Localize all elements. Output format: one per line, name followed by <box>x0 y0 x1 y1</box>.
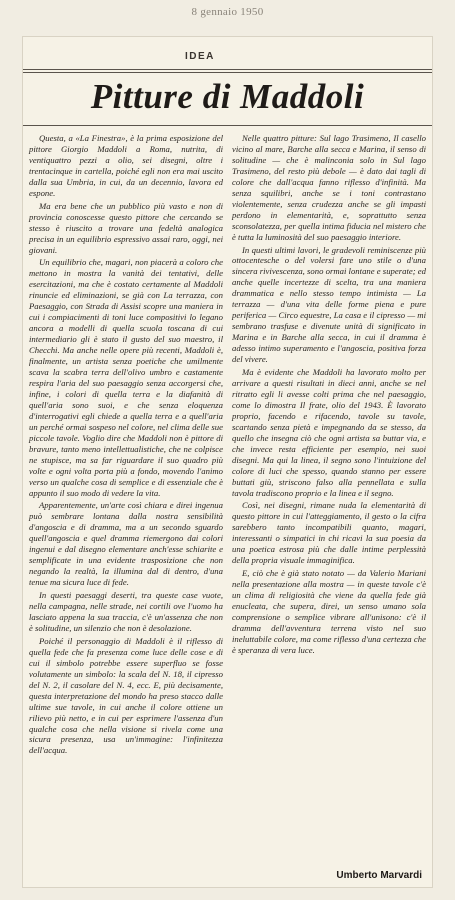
paragraph: In questi paesaggi deserti, tra queste case vuote, nella campagna, nelle strade, nei cortili ove l'uomo ha lasciato appena la sua traccia, c'è un'assenza che non è solitudine, un silenzio che non è desolazione. <box>29 590 223 633</box>
paragraph: Ma era bene che un pubblico più vasto e non di provincia conoscesse questo pittore che cercando se stesso è riuscito a trovare una fedeltà analogica precisa in un equilibrio espressivo assai raro, oggi, nei giovani. <box>29 200 223 255</box>
paragraph: Apparentemente, un'arte così chiara e direi ingenua può sembrare lontana dalla nostra sensibilità d'angoscia e di dramma, ma a un secondo sguardo quell'angoscia e quel dramma riemergono dai colori ingenui e dal disegno elementare anch'esse schiarite e semplificate in una evidente trasposizione che non negando la realtà, la illumina dal di dentro, d'una tenue ma sicura luce di fede. <box>29 500 223 588</box>
paragraph: Poiché il personaggio di Maddoli è il riflesso di quella fede che fa presenza come luce delle cose e di cui il simbolo potrebbe essere superfluo se fosse volutamente un simbolo: la scala del N. 18, il cipresso del N. 2, il casolare del N. 4, ecc. E, più decisamente, questa interpretazione del mondo ha preso stacco dalle ultime sue tavole, in cui anche il colore ottiene un rilievo più netto, e in cui per esprimere l'assenza d'un qualche cosa che nella visione si rivela come una sicura presenza, usa un'immagine: l'infinitezza dell'acqua. <box>29 635 223 756</box>
section-tag: IDEA <box>185 51 215 62</box>
article-column-left <box>29 133 223 873</box>
paragraph: E, ciò che è già stato notato — da Valerio Mariani nella presentazione alla mostra — in queste tavole c'è un clima di religiosità che viene da quella fede già enucleata, che supera, direi, un senso umano sola comprensione o semplice vibrare all'unisono: c'è il dramma dell'avventura terrena visto nel suo ineluttabile colore, ma come riflesso d'una certezza che è speranza di vera luce. <box>232 568 426 655</box>
paragraph: Così, nei disegni, rimane nuda la elementarità di questo pittore in cui l'atteggiamento, il gesto o la cifra sarebbero tanto incompatibili quanto, magari, interessanti o simpatici in chi ricavi la sua poesia da una poetica estrosa più che dalle intime perplessità della propria visuale immaginifica. <box>232 500 426 566</box>
article-title: Pitture di Maddoli <box>90 77 365 116</box>
article-body <box>29 133 426 873</box>
paragraph: Ma è evidente che Maddoli ha lavorato molto per arrivare a questi risultati in dieci anni, anche se nel ritratto egli li avesse colti prima che nel paesaggio, come lo dimostra Il frate, olio del 1943. È lavorato proprio, facendo e rifacendo, tavole su tavole, scartando senza pietà e impegnando da se stesso, da quello che insegna ciò che ogni artista sa buttar via, e che invece resta efficiente per esempio, nei suoi disegni. Ma qui la linea, il segno sono l'intuizione del colore di luci che spesso, quando stanno per essere buttati giù, striscono falso alla pennellata e sulla tavola tradiscono proprio e la linea e il segno. <box>232 367 426 498</box>
clipping-date: 8 gennaio 1950 <box>191 6 264 18</box>
top-rule <box>23 69 432 73</box>
newspaper-clipping <box>23 37 432 887</box>
paragraph: Questa, a «La Finestra», è la prima esposizione del pittore Giorgio Maddoli a Roma, nutrita, di ventiquattro pezzi a olio, sei disegni, oltre i trentacinque in cartella, poiché egli non era mai uscito dalla sua Umbria, in cui, da un decennio, lavora ed espone. <box>29 133 223 198</box>
paragraph: In questi ultimi lavori, le gradevoli reminiscenze più ottocentesche o del volersi fare uno stile o d'una sincera rivivescenza, sono ormai lontane e superate; ed anche quelle incertezze di scelta, tra una maniera drammatica e nello stesso tempo intimista — La terrazza — d'una vita delle forme piena e pure periferica — Circo equestre, La casa e il cipresso — mi sembrano trasfuse e divenute unità di significato in Marina e in Barche alla secca, in cui il dramma è adesso intimo superamento e l'angoscia, positiva forza del vivere. <box>232 244 426 365</box>
paragraph: Nelle quattro pitture: Sul lago Trasimeno, Il casello vicino al mare, Barche alla secca e Marina, il senso di solitudine — che è malinconia solo in Sul lago Trasimeno, del resto più debole — è dato dai tagli di colore che dall'acqua fanno riflesso d'infinità. Ma senza squilibri, anche se i toni contrastano violentemente, senza crudezza anche se gli impasti perdono in elementarità, e, soprattutto senza sconsolatezza, per quella intima fiducia nel mistero che è tutta la luminosità del suo paesaggio interiore. <box>232 133 426 242</box>
article-column-right <box>232 133 426 873</box>
author-signature: Umberto Marvardi <box>336 870 422 881</box>
title-rule <box>23 125 432 126</box>
paragraph: Un equilibrio che, magari, non piacerà a coloro che mettono in mostra la vanità dei tentativi, delle esercitazioni, ma che è costato certamente al Maddoli rinuncie ed eliminazioni, se già con La terrazza, con Paesaggio, con Strada di Assisi scopre una maniera in cui i compiacimenti di toni luce compositivi lo legano ancora a modelli di quella scuola toscana di cui intermediario gli è stato il gusto del suo maestro, il Checchi. Ma anche nelle opere più recenti, Maddoli è, finalmente, un artista senza poetiche che umilmente scava la scabra terra dell'olivo umbro e castamente respira l'aria del suo paesaggio senza accorgersi che, infine, i colori di quella terra e la diafanità di quell'aria sono suoi, e che senza eloquenza d'interrogativi egli chiede a quella terra e a quell'aria un perché ormai sospeso nel colore, nel clima delle sue piccole tavole. Voglio dire che Maddoli non è pittore di bravure, tanto meno intellettualistiche, che ne colpisce ne stupisce, ma sa far riguardare il suo quadro più volte e ogni volta porta più a fondo, movendo l'animo verso un qualche cosa di semplice e di essenziale che è appunto il suo modo di vedere la vita. <box>29 257 223 498</box>
